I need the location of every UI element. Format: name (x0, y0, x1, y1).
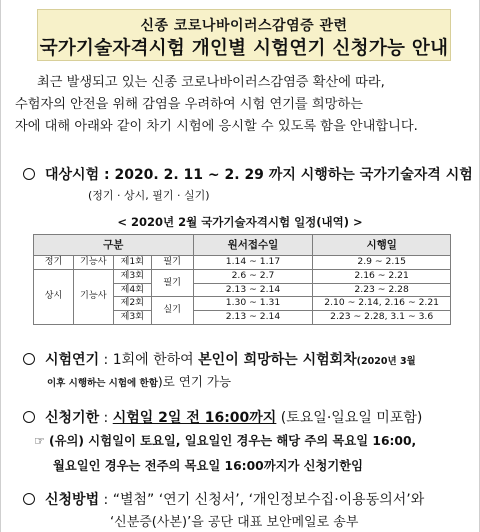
section-label: 대상시험 (45, 167, 100, 183)
section-label: 시험연기 (45, 352, 100, 368)
table-cell: 상시 (34, 269, 74, 324)
table-cell: 정기 (34, 256, 74, 270)
schedule-table-title: < 2020년 2월 국가기술자격시험 일정(내역) > (117, 215, 363, 229)
postpone-text: )로 연기 가능 (157, 374, 232, 389)
section-small-note: (2020년 3월 (356, 356, 416, 367)
table-cell: 제4회 (113, 283, 151, 297)
table-cell: 2.23 ~ 2.28, 3.1 ~ 3.6 (313, 311, 451, 325)
deadline-note-1 (34, 431, 416, 449)
schedule-table (33, 234, 451, 325)
intro-line-3: 자에 대해 아래와 같이 차기 시험에 응시할 수 있도록 함을 안내합니다. (15, 119, 418, 134)
section-text: : 1회에 한하여 (99, 352, 199, 368)
header-application: 원서접수일 (193, 235, 313, 256)
exam-types-note: (정기 · 상시, 필기 · 실기) (88, 189, 210, 202)
intro-line-2: 수험자의 안전을 위해 감염을 우려하여 시험 연기를 희망하는 (15, 97, 363, 112)
table-cell: 2.16 ~ 2.21 (313, 269, 451, 283)
deadline-extra: (토요일·일요일 미포함) (276, 410, 423, 426)
section-label: 신청방법 (45, 492, 100, 508)
postpone-small-note: 이후 시행하는 시험에 한함 (47, 378, 158, 389)
title-box (37, 9, 451, 61)
table-cell: 2.9 ~ 2.15 (313, 256, 451, 270)
intro-paragraph (15, 72, 469, 138)
title-line-2: 국가기술자격시험 개인별 시험연기 신청가능 안내 (39, 38, 449, 59)
section-text: : 2020. 2. 11 ~ 2. 29 까지 시행하는 국가기술자격 시험 (99, 167, 473, 183)
table-cell: 제2회 (113, 297, 151, 311)
intro-line-1: 최근 발생되고 있는 신종 코로나바이러스감염증 확산에 따라, (37, 75, 385, 90)
section-method (23, 489, 424, 509)
circle-bullet-icon (23, 353, 35, 365)
circle-bullet-icon (23, 168, 35, 180)
section-label: 신청기한 (45, 410, 100, 426)
table-cell: 2.13 ~ 2.14 (193, 311, 313, 325)
table-header-row (34, 235, 451, 256)
table-cell: 제1회 (113, 256, 151, 270)
note-text-1: (유의) 시험일이 토요일, 일요일인 경우는 해당 주의 목요일 16:00, (49, 434, 417, 448)
circle-bullet-icon (23, 493, 35, 505)
table-cell: 필기 (151, 256, 193, 270)
table-cell: 1.30 ~ 1.31 (193, 297, 313, 311)
section-colon: : (99, 410, 113, 426)
title-line-1: 신종 코로나바이러스감염증 관련 (140, 18, 348, 34)
table-row (34, 256, 451, 270)
table-row (34, 269, 451, 283)
table-cell: 제3회 (113, 311, 151, 325)
circle-bullet-icon (23, 411, 35, 423)
section-target-exam (23, 164, 473, 184)
table-cell: 필기 (151, 269, 193, 297)
table-cell: 1.14 ~ 1.17 (193, 256, 313, 270)
section-deadline (23, 407, 422, 427)
table-cell: 실기 (151, 297, 193, 325)
table-cell: 제3회 (113, 269, 151, 283)
header-category: 구분 (34, 235, 194, 256)
table-cell: 2.10 ~ 2.14, 2.16 ~ 2.21 (313, 297, 451, 311)
table-cell: 기능사 (73, 256, 113, 270)
section-text: : “별첨” ‘연기 신청서’, ‘개인정보수집·이용동의서’와 (99, 492, 425, 508)
deadline-emphasis: 시험일 2일 전 16:00까지 (112, 410, 277, 426)
header-exam: 시행일 (313, 235, 451, 256)
method-continuation: ‘신분증(사본)’을 공단 대표 보안메일로 송부 (110, 515, 359, 530)
table-cell: 2.13 ~ 2.14 (193, 283, 313, 297)
section-emphasis: 본인이 희망하는 시험회차 (198, 352, 357, 368)
postpone-continuation (47, 372, 231, 390)
section-postpone (23, 349, 416, 369)
table-cell: 2.23 ~ 2.28 (313, 283, 451, 297)
table-cell: 2.6 ~ 2.7 (193, 269, 313, 283)
deadline-note-2: 월요일인 경우는 전주의 목요일 16:00까지가 신청기한임 (53, 459, 364, 473)
table-cell: 기능사 (73, 269, 113, 324)
pointing-hand-icon: ☞ (34, 434, 46, 448)
